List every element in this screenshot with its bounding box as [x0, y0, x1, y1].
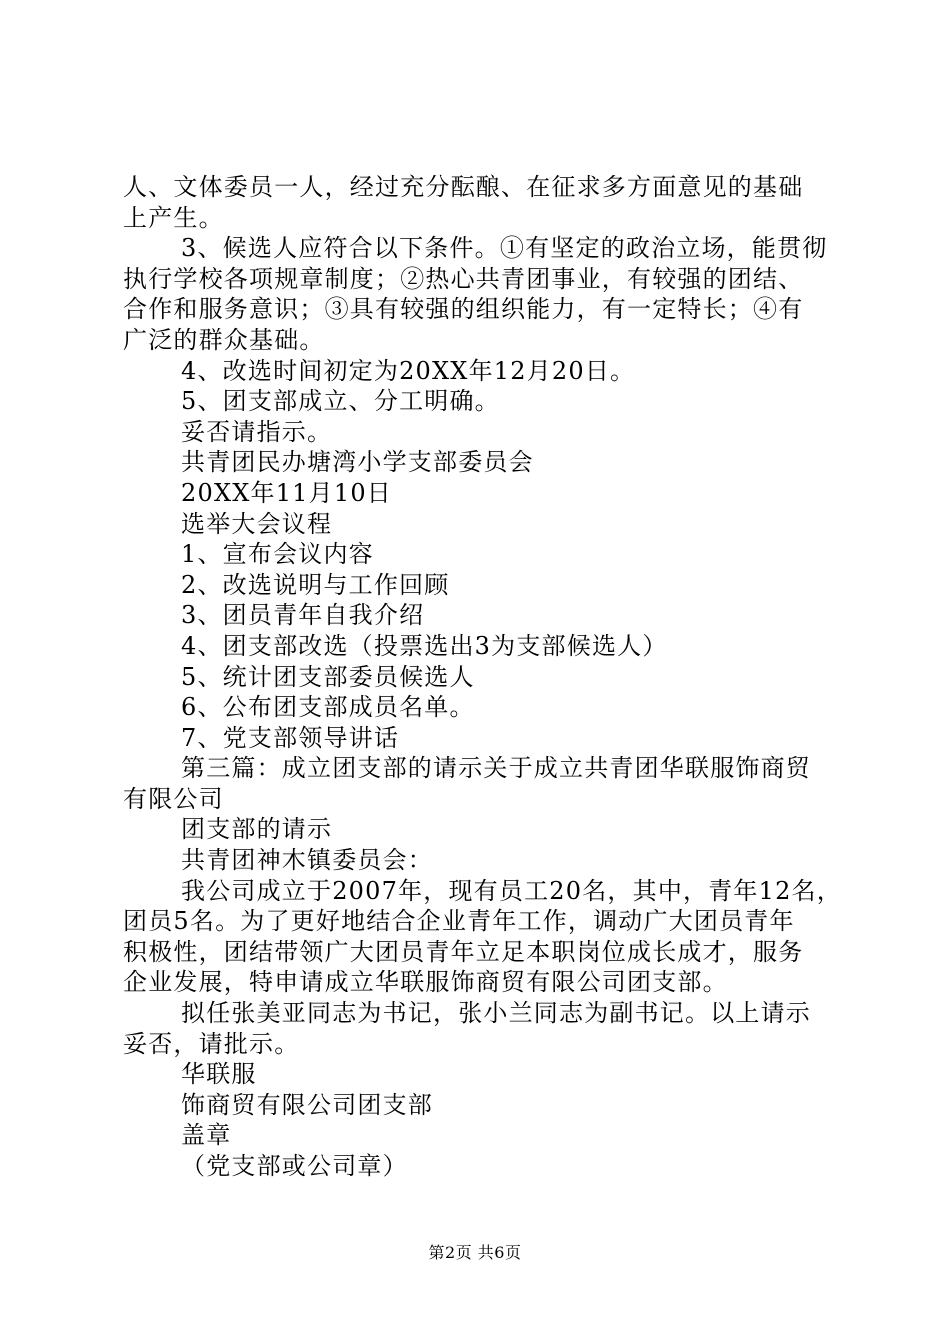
- text-line: 积极性，团结带领广大团员青年立足本职岗位成长成才，服务: [123, 937, 804, 966]
- text-line: 7、党支部领导讲话: [181, 723, 400, 752]
- text-line: 20XX年11月10日: [181, 478, 392, 507]
- text-line: 5、团支部成立、分工明确。: [181, 387, 500, 416]
- text-line: 3、候选人应符合以下条件。①有坚定的政治立场，能贯彻: [181, 234, 828, 263]
- text-line: 拟任张美亚同志为书记，张小兰同志为副书记。以上请示: [181, 999, 811, 1028]
- text-line: 团员5名。为了更好地结合企业青年工作，调动广大团员青年: [123, 907, 795, 936]
- document-body: [123, 172, 842, 1182]
- text-line: 选举大会议程: [181, 509, 333, 538]
- text-line: 广泛的群众基础。: [123, 325, 325, 354]
- text-line: 人、文体委员一人，经过充分酝酿、在征求多方面意见的基础: [123, 173, 804, 201]
- text-line: 企业发展，特申请成立华联服饰商贸有限公司团支部。: [123, 968, 728, 997]
- text-line: 华联服: [181, 1060, 257, 1089]
- text-line: 3、团员青年自我介绍: [181, 601, 425, 630]
- text-line: 有限公司: [123, 784, 224, 813]
- text-line: 合作和服务意识；③具有较强的组织能力，有一定特长；④有: [123, 295, 804, 324]
- text-line: 2、改选说明与工作回顾: [181, 570, 450, 599]
- text-line: 共青团民办塘湾小学支部委员会: [181, 448, 534, 477]
- text-line: 5、统计团支部委员候选人: [181, 662, 475, 691]
- text-line: 4、改选时间初定为20XX年12月20日。: [181, 356, 636, 385]
- text-line: 第三篇：成立团支部的请示关于成立共青团华联服饰商贸: [181, 754, 811, 783]
- text-line: 我公司成立于2007年，现有员工20名，其中，青年12名，: [181, 876, 842, 905]
- text-line: 4、团支部改选（投票选出3为支部候选人）: [181, 631, 668, 660]
- text-line: 上产生。: [123, 203, 224, 232]
- text-line: 团支部的请示: [181, 815, 333, 844]
- text-line: 妥否，请批示。: [123, 1029, 300, 1058]
- text-line: 6、公布团支部成员名单。: [181, 693, 475, 722]
- text-line: 饰商贸有限公司团支部: [181, 1090, 433, 1119]
- text-line: 共青团神木镇委员会：: [181, 846, 433, 875]
- text-line: 1、宣布会议内容: [181, 540, 374, 569]
- text-line: 执行学校各项规章制度；②热心共青团事业，有较强的团结、: [123, 264, 804, 293]
- page-footer: 第2页 共6页: [428, 1243, 522, 1262]
- text-line: 盖章: [181, 1121, 232, 1150]
- text-line: （党支部或公司章）: [181, 1152, 408, 1180]
- text-line: 妥否请指示。: [181, 417, 333, 446]
